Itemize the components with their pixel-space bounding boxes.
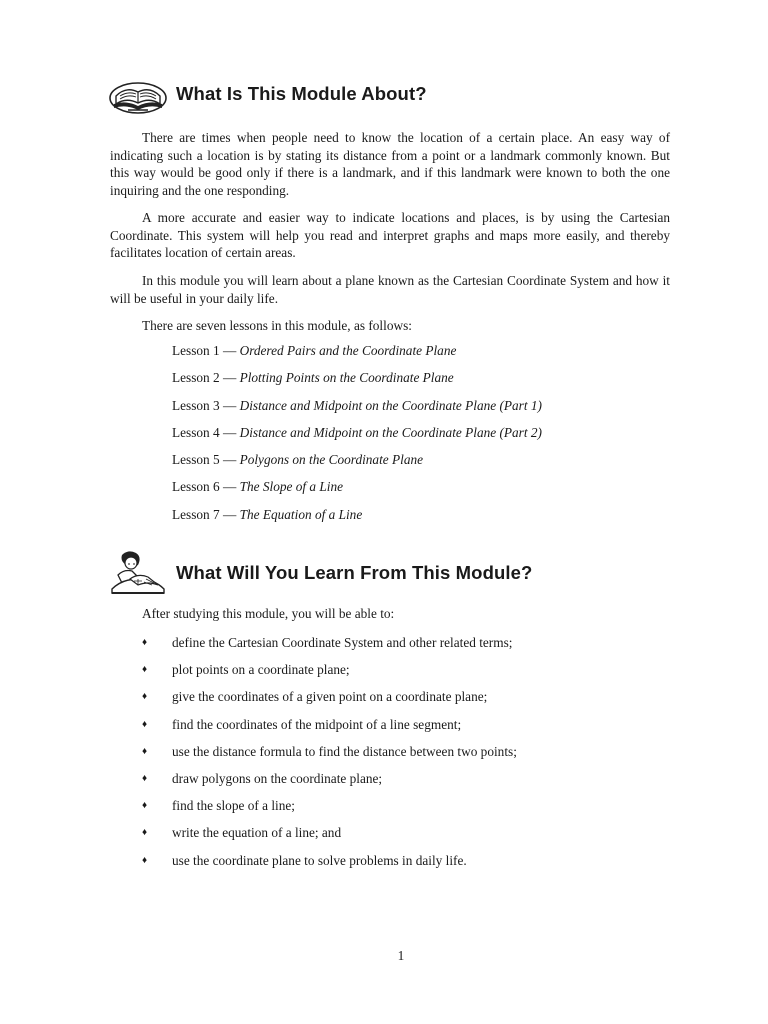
lesson-name: The Equation of a Line	[239, 506, 363, 522]
diamond-bullet-icon: ♦	[142, 827, 148, 839]
section-header-learn	[108, 549, 532, 597]
outcome-text: define the Cartesian Coordinate System and other related terms;	[172, 635, 513, 650]
lesson-name: The Slope of a Line	[239, 479, 344, 495]
lesson-list	[172, 341, 542, 532]
paragraph: There are times when people need to know the location of a certain place. An easy way of indicating such a location is by stating its distance from a point or a landmark commonly known. But this way would be good only if there is a landmark, and if this landmark were known to both the one inquiring and the one responding.	[110, 130, 670, 198]
list-item	[142, 687, 517, 714]
lesson-prefix: Lesson 2 —	[172, 370, 240, 386]
lesson-name: Plotting Points on the Coordinate Plane	[239, 370, 454, 386]
diamond-bullet-icon: ♦	[142, 718, 148, 730]
outcomes-intro: After studying this module, you will be able to:	[142, 606, 395, 621]
outcome-text: find the slope of a line;	[172, 798, 295, 814]
lesson-name: Distance and Midpoint on the Coordinate Plane (Part 2)	[239, 424, 542, 440]
lesson-prefix: Lesson 3 —	[172, 397, 240, 413]
lesson-item	[172, 450, 542, 477]
lesson-item	[172, 341, 542, 368]
diamond-bullet-icon: ♦	[142, 664, 148, 676]
outcome-text: plot points on a coordinate plane;	[172, 662, 350, 678]
lesson-item	[172, 396, 542, 423]
outcome-text: find the coordinates of the midpoint of a line segment;	[172, 716, 462, 732]
lesson-name: Polygons on the Coordinate Plane	[239, 452, 424, 468]
lesson-prefix: Lesson 5 —	[172, 452, 240, 468]
lesson-item	[172, 477, 542, 504]
lesson-name: Distance and Midpoint on the Coordinate Plane (Part 1)	[239, 397, 542, 413]
lesson-item	[172, 423, 542, 450]
diamond-bullet-icon: ♦	[142, 691, 148, 703]
list-item	[142, 633, 517, 660]
diamond-bullet-icon: ♦	[142, 854, 148, 866]
lesson-prefix: Lesson 6 —	[172, 479, 240, 495]
section-header-about	[108, 70, 427, 118]
lesson-item	[172, 505, 542, 532]
list-item	[142, 660, 517, 687]
list-item	[142, 823, 517, 850]
outcome-text: give the coordinates of a given point on a coordinate plane;	[172, 689, 488, 705]
list-item	[142, 796, 517, 823]
lesson-prefix: Lesson 4 —	[172, 424, 240, 440]
outcome-text: write the equation of a line; and	[172, 825, 342, 841]
list-item	[142, 769, 517, 796]
lesson-name: Ordered Pairs and the Coordinate Plane	[239, 343, 457, 358]
diamond-bullet-icon: ♦	[142, 745, 148, 757]
outcome-text: use the coordinate plane to solve problems in daily life.	[172, 852, 467, 868]
student-reading-icon	[108, 549, 168, 597]
list-item	[142, 715, 517, 742]
outcome-text: use the distance formula to find the distance between two points;	[172, 743, 517, 759]
paragraph: A more accurate and easier way to indicate locations and places, is by using the Cartesian Coordinate. This system will help you read and interpret graphs and maps more easily, and thereby facilitates location of certain areas.	[110, 210, 670, 260]
page-number: 1	[397, 948, 405, 963]
list-item	[142, 742, 517, 769]
open-book-icon	[108, 70, 168, 118]
section-title: What Will You Learn From This Module?	[176, 562, 533, 583]
outcome-text: draw polygons on the coordinate plane;	[172, 770, 383, 786]
lesson-prefix: Lesson 1 —	[172, 343, 240, 358]
diamond-bullet-icon: ♦	[142, 800, 148, 812]
diamond-bullet-icon: ♦	[142, 637, 148, 648]
paragraph: There are seven lessons in this module, as follows:	[142, 318, 412, 333]
paragraph: In this module you will learn about a plane known as the Cartesian Coordinate System and how it will be useful in your daily life.	[110, 273, 670, 306]
outcomes-list	[142, 633, 517, 878]
lesson-item	[172, 368, 542, 395]
section-title: What Is This Module About?	[176, 83, 427, 104]
list-item	[142, 851, 517, 878]
diamond-bullet-icon: ♦	[142, 772, 148, 784]
lesson-prefix: Lesson 7 —	[172, 506, 240, 522]
